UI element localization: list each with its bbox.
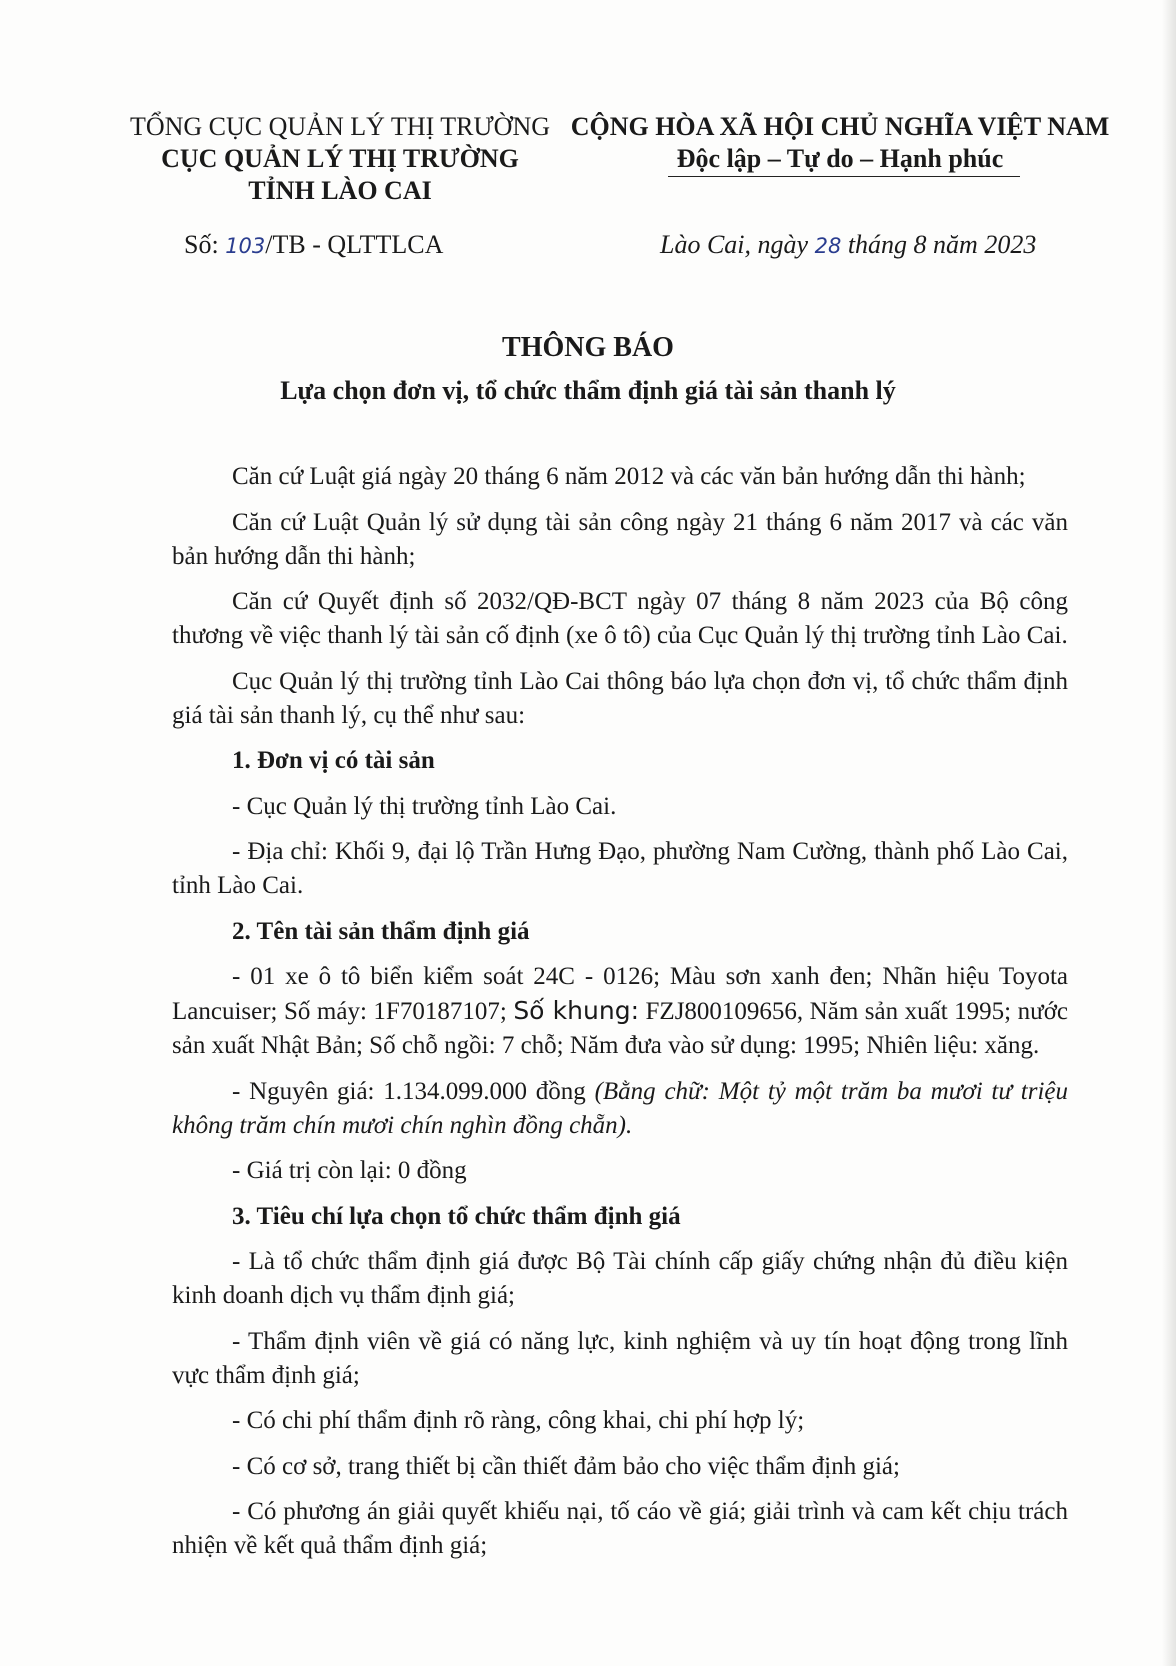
document-subtitle: Lựa chọn đơn vị, tổ chức thẩm định giá tài sản thanh lý bbox=[280, 376, 896, 405]
original-cost-words: (Bằng chữ: Một tỷ một trăm ba mươi tư triệu không trăm chín mươi chín nghìn đồng chẵn). bbox=[172, 1077, 1068, 1139]
national-title: CỘNG HÒA XÃ HỘI CHỦ NGHĨA VIỆT NAM bbox=[570, 112, 1110, 141]
chassis-label: Số khung: bbox=[513, 996, 639, 1025]
asset-description-part2: FZJ800109656, Năm sản xuất 1995; nước sản xuất Nhật Bản; Số chỗ ngồi: 7 chỗ; Năm đưa vào sử dụng: 1995; Nhiên liệu: xăng. bbox=[172, 998, 1069, 1059]
asset-owner-address: - Địa chỉ: Khối 9, đại lộ Trần Hưng Đạo, phường Nam Cường, thành phố Lào Cai, tỉnh Lào Cai. bbox=[172, 838, 1068, 899]
section-3-heading: 3. Tiêu chí lựa chọn tổ chức thẩm định giá bbox=[232, 1202, 681, 1230]
basis-public-asset-law: Căn cứ Luật Quản lý sử dụng tài sản công ngày 21 tháng 6 năm 2017 và các văn bản hướng dẫn thi hành; bbox=[172, 508, 1068, 570]
agency-parent: TỔNG CỤC QUẢN LÝ THỊ TRƯỜNG bbox=[129, 112, 551, 141]
number-prefix: Số: bbox=[184, 230, 226, 259]
section-2-heading: 2. Tên tài sản thẩm định giá bbox=[232, 917, 530, 945]
agency-province: TỈNH LÀO CAI bbox=[248, 176, 432, 205]
asset-owner-name: - Cục Quản lý thị trường tỉnh Lào Cai. bbox=[232, 792, 617, 820]
scan-edge-shadow bbox=[1162, 0, 1176, 1666]
document-date bbox=[660, 228, 1036, 263]
number-suffix: /TB - QLTTLCA bbox=[265, 230, 444, 259]
basis-price-law: Căn cứ Luật giá ngày 20 tháng 6 năm 2012 và các văn bản hướng dẫn thi hành; bbox=[232, 463, 1026, 490]
handwritten-number: 103 bbox=[225, 234, 266, 258]
criterion-license: - Là tổ chức thẩm định giá được Bộ Tài chính cấp giấy chứng nhận đủ điều kiện kinh doanh dịch vụ thẩm định giá; bbox=[172, 1248, 1068, 1309]
date-suffix: tháng 8 năm 2023 bbox=[841, 230, 1037, 259]
document-number bbox=[184, 228, 443, 263]
asset-description-part1: - 01 xe ô tô biển kiểm soát 24C - 0126; Màu sơn xanh đen; Nhãn hiệu Toyota Lancuiser; Số máy: 1F70187107; bbox=[172, 963, 1068, 1025]
criterion-cost: - Có chi phí thẩm định rõ ràng, công khai, chi phí hợp lý; bbox=[232, 1407, 805, 1434]
intro-paragraph: Cục Quản lý thị trường tỉnh Lào Cai thông báo lựa chọn đơn vị, tổ chức thẩm định giá tài sản thanh lý, cụ thể như sau: bbox=[172, 667, 1068, 729]
section-1-heading: 1. Đơn vị có tài sản bbox=[232, 747, 435, 774]
motto-underline bbox=[668, 176, 1020, 177]
agency-name: CỤC QUẢN LÝ THỊ TRƯỜNG bbox=[161, 144, 519, 173]
handwritten-day: 28 bbox=[814, 234, 842, 258]
remaining-value: - Giá trị còn lại: 0 đồng bbox=[232, 1157, 467, 1184]
date-prefix: Lào Cai, ngày bbox=[660, 230, 815, 259]
basis-decision: Căn cứ Quyết định số 2032/QĐ-BCT ngày 07 tháng 8 năm 2023 của Bộ công thương về việc thanh lý tài sản cố định (xe ô tô) của Cục Quản lý thị trường tỉnh Lào Cai. bbox=[172, 588, 1068, 649]
original-cost-number: - Nguyên giá: 1.134.099.000 đồng bbox=[232, 1077, 595, 1105]
national-motto: Độc lập – Tự do – Hạnh phúc bbox=[676, 144, 1004, 173]
original-cost bbox=[172, 1075, 1068, 1143]
asset-description bbox=[172, 960, 1068, 1063]
document-title: THÔNG BÁO bbox=[502, 332, 674, 363]
criterion-facilities: - Có cơ sở, trang thiết bị cần thiết đảm bảo cho việc thẩm định giá; bbox=[232, 1452, 900, 1480]
criterion-complaints: - Có phương án giải quyết khiếu nại, tố cáo về giá; giải trình và cam kết chịu trách nhiện về kết quả thẩm định giá; bbox=[172, 1498, 1068, 1559]
document-body bbox=[172, 460, 1068, 1575]
criterion-appraisers: - Thẩm định viên về giá có năng lực, kinh nghiệm và uy tín hoạt động trong lĩnh vực thẩm định giá; bbox=[172, 1327, 1068, 1389]
